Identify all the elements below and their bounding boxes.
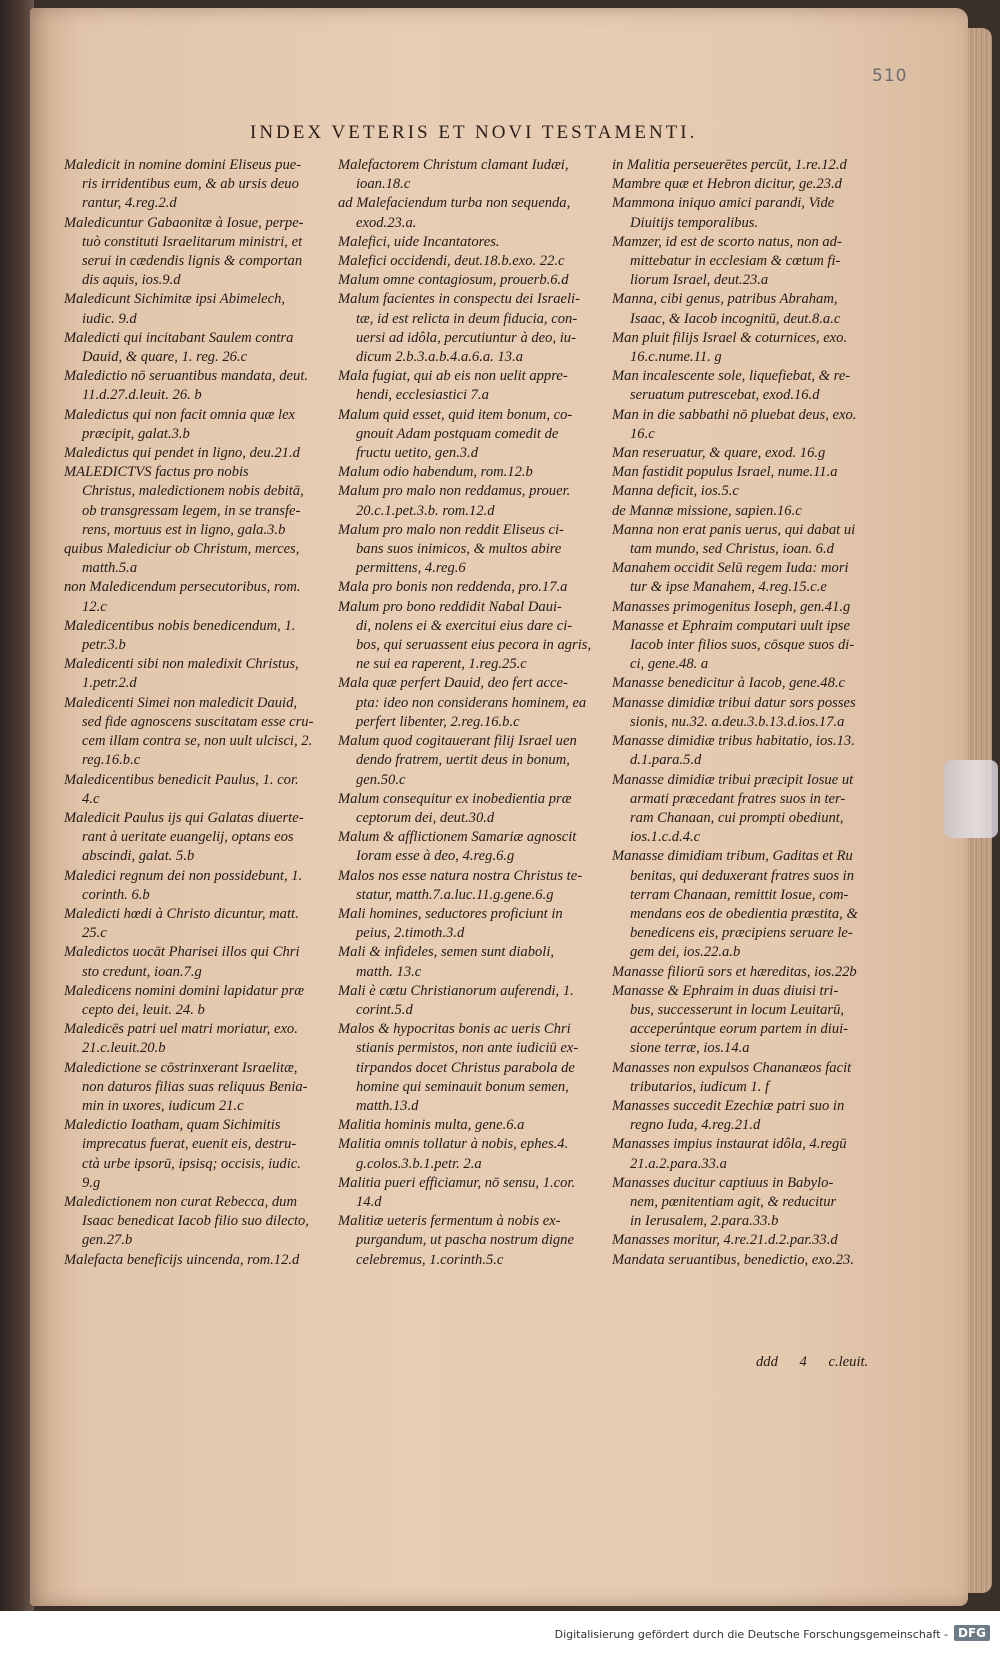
index-entry: Maledictio Ioatham, quam Sichimitis imprecatus fuerat, euenit eis, destru- ctà urbe ipsorū, ipsisq; occisis, iudic. 9.g (64, 1117, 301, 1191)
index-entry: Manna, cibi genus, patribus Abraham, Isaac, & Iacob incognitū, deut.8.a.c (612, 291, 841, 327)
index-entry: Malitiæ ueteris fermentum à nobis ex- purgandum, ut pascha nostrum digne celebremus, 1.corinth.5.c (338, 1213, 574, 1268)
index-entry: quibus Malediciur ob Christum, merces, matth.5.a (64, 541, 300, 577)
index-entry: Maledictus qui pendet in ligno, deu.21.d (64, 445, 300, 462)
footer-credit: Digitalisierung gefördert durch die Deutsche Forschungsgemeinschaft - (554, 1628, 948, 1641)
index-entry: Manasses ducitur captiuus in Babylo- nem, pœnitentiam agit, & reducitur in Ierusalem, 2.para.33.b (612, 1174, 837, 1230)
index-entry: Manasse & Ephraim in duas diuisi tri- bus, successerunt in locum Leuitarū, acceperúntque eorum partem in diui- sione terræ, ios.14.a (612, 982, 849, 1057)
index-entry: in Malitia perseuerētes percūt, 1.re.12.d (612, 157, 847, 173)
index-entry: Manasse dimidiam tribum, Gaditas et Ru benitas, qui deduxerant fratres suos in terram Chanaan, remittit Iosue, com- mendans eos de obedientia præstita, & benedicens eis, præcipiens seruare le- gem dei, ios.22.a.b (612, 848, 858, 961)
index-entry: Mammona iniquo amici parandi, Vide Diuitijs temporalibus. (612, 195, 835, 231)
index-entry: Maledicenti Simei non maledicit Dauid, sed fide agnoscens suscitatam esse cru- cem illam contra se, non uult ulcisci, 2. reg.16.b.c (64, 694, 314, 769)
index-entry: Man fastidit populus Israel, nume.11.a (612, 464, 838, 481)
index-entry: Manasse dimidiæ tribus habitatio, ios.13. d.1.para.5.d (612, 733, 855, 769)
index-entry: Maledicuntur Gabaonitæ à Iosue, perpe- tuò constituti Israelitarum ministri, et serui in cædendis lignis & comportan dis aquis, ios.9.d (64, 214, 304, 289)
index-entry: Man incalescente sole, liquefiebat, & re- seruatum putrescebat, exod.16.d (612, 368, 851, 404)
index-entry: Malefici occidendi, deut.18.b.exo. 22.c (338, 253, 565, 270)
index-entry: Mali & infideles, semen sunt diaboli, matth. 13.c (338, 944, 555, 980)
index-entry: Maledicunt Sichimitæ ipsi Abimelech, iudic. 9.d (64, 291, 286, 327)
index-entry: Mamzer, id est de scorto natus, non ad- mittebatur in ecclesiam & cœtum fi- liorum Israel, deut.23.a (612, 233, 842, 289)
index-entry: Maledicti hœdi à Christo dicuntur, matt. 25.c (64, 905, 299, 942)
index-entry: Manna non erat panis uerus, qui dabat ui tam mundo, sed Christus, ioan. 6.d (612, 521, 856, 558)
index-entry: Malum facientes in conspectu dei Israeli- tæ, id est relicta in deum fiducia, con- uersi ad idôla, percutiuntur à deo, iu- dicum 2.b.3.a.b.4.a.6.a. 13.a (338, 291, 580, 366)
index-entry: Malitia pueri efficiamur, nō sensu, 1.cor. 14.d (338, 1174, 576, 1210)
index-entry: Mala quæ perfert Dauid, deo fert acce- pta: ideo non considerans hominem, ea perfert libenter, 2.reg.16.b.c (338, 675, 587, 730)
index-entry: Manasse et Ephraim computari uult ipse Iacob inter filios suos, cōsque suos di- ci, gene.48. a (612, 617, 855, 673)
index-entry: Malefacta beneficijs uincenda, rom.12.d (64, 1251, 300, 1268)
index-entry: Manasses non expulsos Chananæos facit tributarios, iudicum 1. f (612, 1059, 852, 1095)
index-entry: Malum pro malo non reddamus, prouer. 20.c.1.pet.3.b. rom.12.d (338, 483, 571, 519)
index-entry: Maledicenti sibi non maledixit Christus, 1.petr.2.d (64, 656, 299, 692)
dfg-logo: DFG (954, 1625, 990, 1641)
index-entry: Mambre quæ et Hebron dicitur, ge.23.d (612, 176, 842, 193)
index-entry: Manahem occidit Selū regem Iuda: mori tur & ipse Manahem, 4.reg.15.c.e (612, 560, 849, 596)
index-entry: Maledictos uocāt Pharisei illos qui Chri sto credunt, ioan.7.g (64, 944, 300, 980)
index-entry: Maledicti qui incitabant Saulem contra Dauid, & quare, 1. reg. 26.c (64, 329, 294, 366)
index-entry: Malitia hominis multa, gene.6.a (338, 1117, 525, 1134)
index-entry: Maledictus qui non facit omnia quæ lex præcipit, galat.3.b (64, 406, 296, 442)
index-entry: Malum omne contagiosum, prouerb.6.d (338, 272, 569, 289)
index-entry: Mandata seruantibus, benedictio, exo.23. (612, 1251, 854, 1268)
index-entry: Manasses moritur, 4.re.21.d.2.par.33.d (612, 1232, 838, 1249)
index-entry: Maledictione se cōstrinxerant Israelitæ, non daturos filias suas reliquus Benia- min in uxores, iudicum 21.c (64, 1059, 308, 1114)
index-entry: Malum odio habendum, rom.12.b (338, 464, 533, 481)
index-entry: Manasse filiorū sors et hæreditas, ios.22b (612, 963, 857, 980)
index-column-1 (64, 156, 339, 1270)
index-entry: Manasses primogenitus Ioseph, gen.41.g (612, 598, 851, 615)
index-entry: Malum consequitur ex inobedientia præ ceptorum dei, deut.30.d (338, 790, 572, 826)
index-entry: non Maledicendum persecutoribus, rom. 12.c (64, 579, 301, 615)
index-entry: Manasse dimidiæ tribui datur sors posses sionis, nu.32. a.deu.3.b.13.d.ios.17.a (612, 694, 856, 730)
catchword: ddd 4 c.leuit. (756, 1354, 869, 1370)
index-entry: Malum & afflictionem Samariæ agnoscit Ioram esse à deo, 4.reg.6.g (338, 829, 577, 865)
index-entry: Malum pro malo non reddit Eliseus ci- bans suos inimicos, & multos abire permittens, 4.reg.6 (338, 521, 564, 577)
index-entry: Manasses impius instaurat idôla, 4.regū 21.a.2.para.33.a (612, 1136, 847, 1172)
index-column-2 (338, 156, 613, 1270)
running-header: INDEX VETERIS ET NOVI TESTAMENTI. (250, 122, 698, 143)
index-column-3 (612, 156, 887, 1270)
book-binding (0, 0, 34, 1653)
index-entry: Maledicēs patri uel matri moriatur, exo. 21.c.leuit.20.b (64, 1021, 298, 1057)
index-entry: MALEDICTVS factus pro nobis Christus, maledictionem nobis debitā, ob transgressam legem, in se transfe- rens, mortuus est in ligno, gala.3.b (64, 464, 304, 538)
index-entry: Mali è cœtu Christianorum auferendi, 1. corint.5.d (338, 982, 574, 1018)
index-entry: Malum pro bono reddidit Nabal Daui- di, nolens ei & exercitui eius dare ci- bos, qui seruassent eius pecora in agris, ne sui ea raperent, 1.reg.25.c (338, 598, 592, 673)
page-marker-tab (944, 760, 998, 838)
index-entry: Manasse dimidiæ tribui præcipit Iosue ut armati præcedant fratres suos in ter- ram Chanaan, cui prompti obediunt, ios.1.c.d.4.c (612, 771, 854, 846)
index-entry: Manasses succedit Ezechiæ patri suo in regno Iuda, 4.reg.21.d (612, 1097, 845, 1134)
index-entry: Maledicens nomini domini lapidatur præ cepto dei, leuit. 24. b (64, 982, 304, 1018)
index-entry: Malefactorem Christum clamant Iudæi, ioan.18.c (338, 157, 569, 193)
index-entry: Maledicentibus nobis benedicendum, 1. petr.3.b (64, 617, 296, 654)
index-entry: Mala fugiat, qui ab eis non uelit appre- hendi, ecclesiastici 7.a (338, 368, 568, 404)
index-entry: Maledictionem non curat Rebecca, dum Isaac benedicat Iacob filio suo dilecto, gen.27.b (64, 1193, 309, 1249)
index-entry: Malos & hypocritas bonis ac ueris Chri stianis permistos, non ante iudiciū ex- tirpandos docet Christus parabola de homine qui seminauit bonum semen, matth.13.d (338, 1021, 579, 1114)
index-entry: Malefici, uide Incantatores. (338, 233, 500, 250)
index-entry: Man pluit filijs Israel & coturnices, exo. 16.c.nume.11. g (612, 329, 848, 366)
index-entry: Malum quod cogitauerant filij Israel uen dendo fratrem, uertit deus in bonum, gen.50.c (338, 733, 577, 788)
folio-number: 510 (872, 66, 908, 86)
index-entry: Maledicit Paulus ijs qui Galatas diuerte- rant à ueritate euangelij, optans eos abscindi, galat. 5.b (64, 809, 304, 865)
index-entry: Man in die sabbathi nō pluebat deus, exo. 16.c (612, 406, 857, 442)
index-entry: de Mannæ missione, sapien.16.c (612, 502, 802, 519)
index-entry: Malos nos esse natura nostra Christus te- statur, matth.7.a.luc.11.g.gene.6.g (338, 867, 583, 903)
index-entry: Malitia omnis tollatur à nobis, ephes.4. g.colos.3.b.1.petr. 2.a (338, 1136, 569, 1172)
index-entry: Malum quid esset, quid item bonum, co- gnouit Adam postquam comedit de fructu uetito, gen.3.d (338, 406, 573, 462)
index-entry: Manna deficit, ios.5.c (612, 483, 739, 500)
index-entry: ad Malefaciendum turba non sequenda, exod.23.a. (338, 195, 571, 231)
index-entry: Mali homines, seductores proficiunt in peius, 2.timoth.3.d (338, 905, 563, 942)
index-entry: Maledici regnum dei non possidebunt, 1. corinth. 6.b (64, 867, 303, 903)
index-entry: Mala pro bonis non reddenda, pro.17.a (338, 579, 568, 596)
index-entry: Manasse benedicitur à Iacob, gene.48.c (612, 675, 846, 692)
index-entry: Maledicentibus benedicit Paulus, 1. cor. 4.c (64, 771, 299, 807)
index-entry: Man reseruatur, & quare, exod. 16.g (612, 445, 826, 462)
index-entry: Maledicit in nomine domini Eliseus pue- ris irridentibus eum, & ab ursis deuo rantur, 4.reg.2.d (64, 157, 302, 212)
index-entry: Maledictio nō seruantibus mandata, deut. 11.d.27.d.leuit. 26. b (64, 368, 309, 404)
